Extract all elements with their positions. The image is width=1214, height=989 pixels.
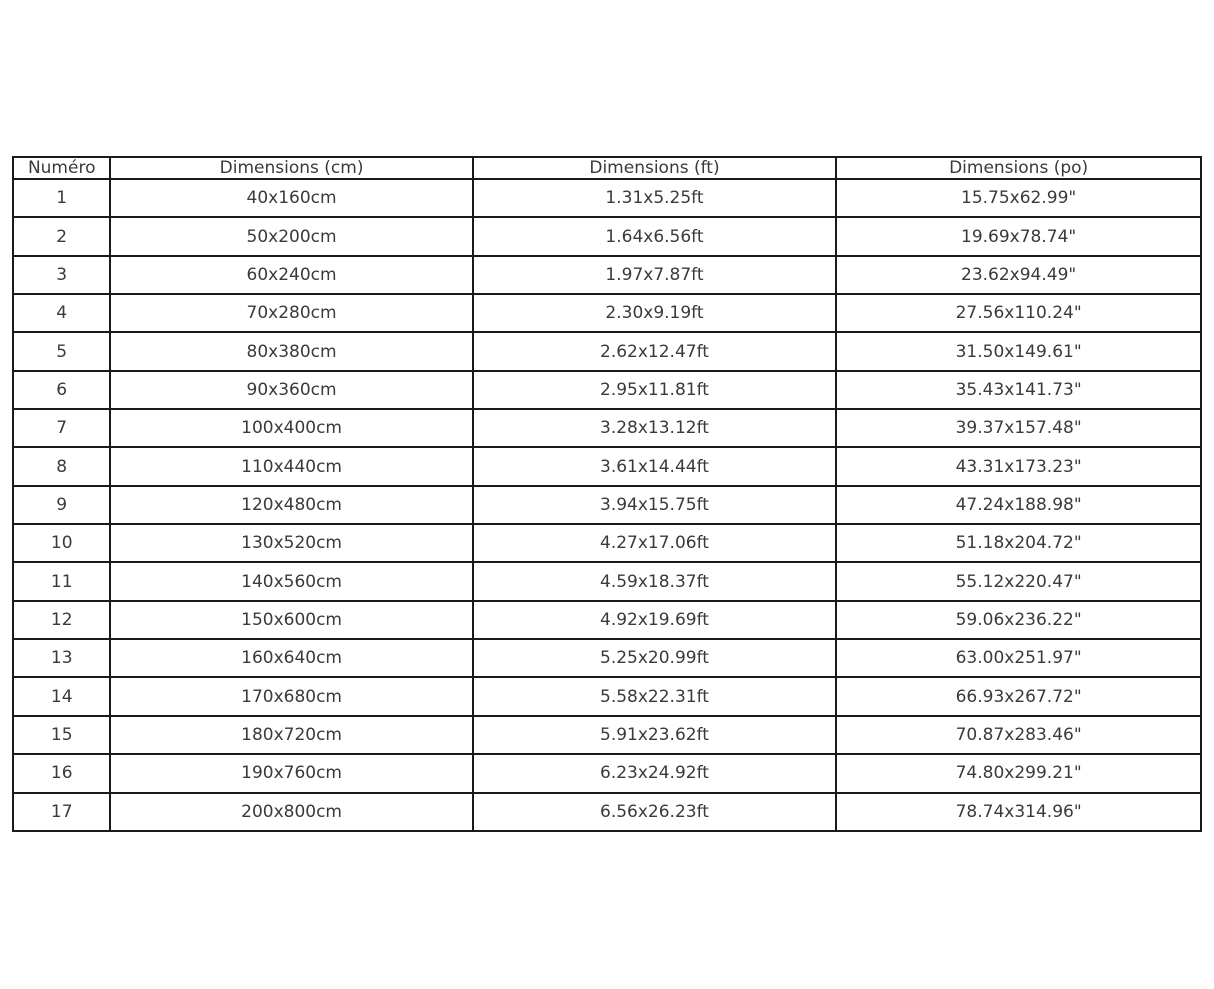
table-row — [13, 524, 1201, 562]
cell-numero: 2 — [13, 217, 110, 255]
table-row — [13, 217, 1201, 255]
cell-ft: 5.25x20.99ft — [473, 639, 837, 677]
table-row — [13, 793, 1201, 832]
cell-ft: 1.31x5.25ft — [473, 179, 837, 217]
cell-po: 39.37x157.48" — [836, 409, 1201, 447]
cell-numero: 8 — [13, 447, 110, 485]
cell-po: 47.24x188.98" — [836, 486, 1201, 524]
table-row — [13, 179, 1201, 217]
table-row — [13, 294, 1201, 332]
cell-cm: 50x200cm — [110, 217, 472, 255]
cell-ft: 2.30x9.19ft — [473, 294, 837, 332]
cell-cm: 60x240cm — [110, 256, 472, 294]
cell-numero: 12 — [13, 601, 110, 639]
cell-ft: 2.62x12.47ft — [473, 332, 837, 370]
cell-numero: 10 — [13, 524, 110, 562]
cell-numero: 5 — [13, 332, 110, 370]
table-row — [13, 371, 1201, 409]
cell-po: 70.87x283.46" — [836, 716, 1201, 754]
table-row — [13, 562, 1201, 600]
cell-ft: 3.28x13.12ft — [473, 409, 837, 447]
dimensions-table-body — [13, 179, 1201, 831]
cell-ft: 5.91x23.62ft — [473, 716, 837, 754]
cell-numero: 9 — [13, 486, 110, 524]
cell-po: 19.69x78.74" — [836, 217, 1201, 255]
cell-cm: 200x800cm — [110, 793, 472, 832]
table-row — [13, 677, 1201, 715]
cell-cm: 150x600cm — [110, 601, 472, 639]
cell-numero: 15 — [13, 716, 110, 754]
table-row — [13, 601, 1201, 639]
cell-po: 55.12x220.47" — [836, 562, 1201, 600]
cell-cm: 190x760cm — [110, 754, 472, 792]
cell-ft: 6.23x24.92ft — [473, 754, 837, 792]
cell-ft: 6.56x26.23ft — [473, 793, 837, 832]
cell-ft: 4.92x19.69ft — [473, 601, 837, 639]
cell-po: 59.06x236.22" — [836, 601, 1201, 639]
cell-cm: 40x160cm — [110, 179, 472, 217]
cell-cm: 130x520cm — [110, 524, 472, 562]
column-header-ft: Dimensions (ft) — [473, 157, 837, 179]
cell-numero: 16 — [13, 754, 110, 792]
table-row — [13, 754, 1201, 792]
cell-cm: 120x480cm — [110, 486, 472, 524]
column-header-po: Dimensions (po) — [836, 157, 1201, 179]
cell-po: 78.74x314.96" — [836, 793, 1201, 832]
column-header-cm: Dimensions (cm) — [110, 157, 472, 179]
cell-cm: 140x560cm — [110, 562, 472, 600]
dimensions-conversion-table — [12, 156, 1202, 832]
cell-po: 23.62x94.49" — [836, 256, 1201, 294]
cell-po: 51.18x204.72" — [836, 524, 1201, 562]
cell-numero: 17 — [13, 793, 110, 832]
cell-numero: 3 — [13, 256, 110, 294]
table-row — [13, 409, 1201, 447]
table-header-row — [13, 157, 1201, 179]
cell-ft: 3.94x15.75ft — [473, 486, 837, 524]
table-row — [13, 639, 1201, 677]
cell-numero: 7 — [13, 409, 110, 447]
cell-po: 66.93x267.72" — [836, 677, 1201, 715]
cell-cm: 170x680cm — [110, 677, 472, 715]
cell-cm: 160x640cm — [110, 639, 472, 677]
cell-numero: 6 — [13, 371, 110, 409]
table-row — [13, 486, 1201, 524]
cell-po: 74.80x299.21" — [836, 754, 1201, 792]
cell-po: 43.31x173.23" — [836, 447, 1201, 485]
cell-cm: 180x720cm — [110, 716, 472, 754]
cell-ft: 2.95x11.81ft — [473, 371, 837, 409]
cell-numero: 13 — [13, 639, 110, 677]
cell-cm: 90x360cm — [110, 371, 472, 409]
table-row — [13, 256, 1201, 294]
cell-ft: 5.58x22.31ft — [473, 677, 837, 715]
cell-po: 63.00x251.97" — [836, 639, 1201, 677]
cell-numero: 1 — [13, 179, 110, 217]
cell-ft: 1.97x7.87ft — [473, 256, 837, 294]
table-row — [13, 447, 1201, 485]
cell-ft: 1.64x6.56ft — [473, 217, 837, 255]
column-header-numero: Numéro — [13, 157, 110, 179]
cell-ft: 4.27x17.06ft — [473, 524, 837, 562]
table-row — [13, 716, 1201, 754]
cell-numero: 4 — [13, 294, 110, 332]
cell-numero: 14 — [13, 677, 110, 715]
cell-cm: 70x280cm — [110, 294, 472, 332]
cell-cm: 80x380cm — [110, 332, 472, 370]
table-row — [13, 332, 1201, 370]
cell-cm: 100x400cm — [110, 409, 472, 447]
cell-po: 27.56x110.24" — [836, 294, 1201, 332]
cell-numero: 11 — [13, 562, 110, 600]
cell-po: 15.75x62.99" — [836, 179, 1201, 217]
cell-po: 31.50x149.61" — [836, 332, 1201, 370]
cell-ft: 3.61x14.44ft — [473, 447, 837, 485]
cell-cm: 110x440cm — [110, 447, 472, 485]
cell-po: 35.43x141.73" — [836, 371, 1201, 409]
cell-ft: 4.59x18.37ft — [473, 562, 837, 600]
dimensions-table — [12, 156, 1202, 832]
